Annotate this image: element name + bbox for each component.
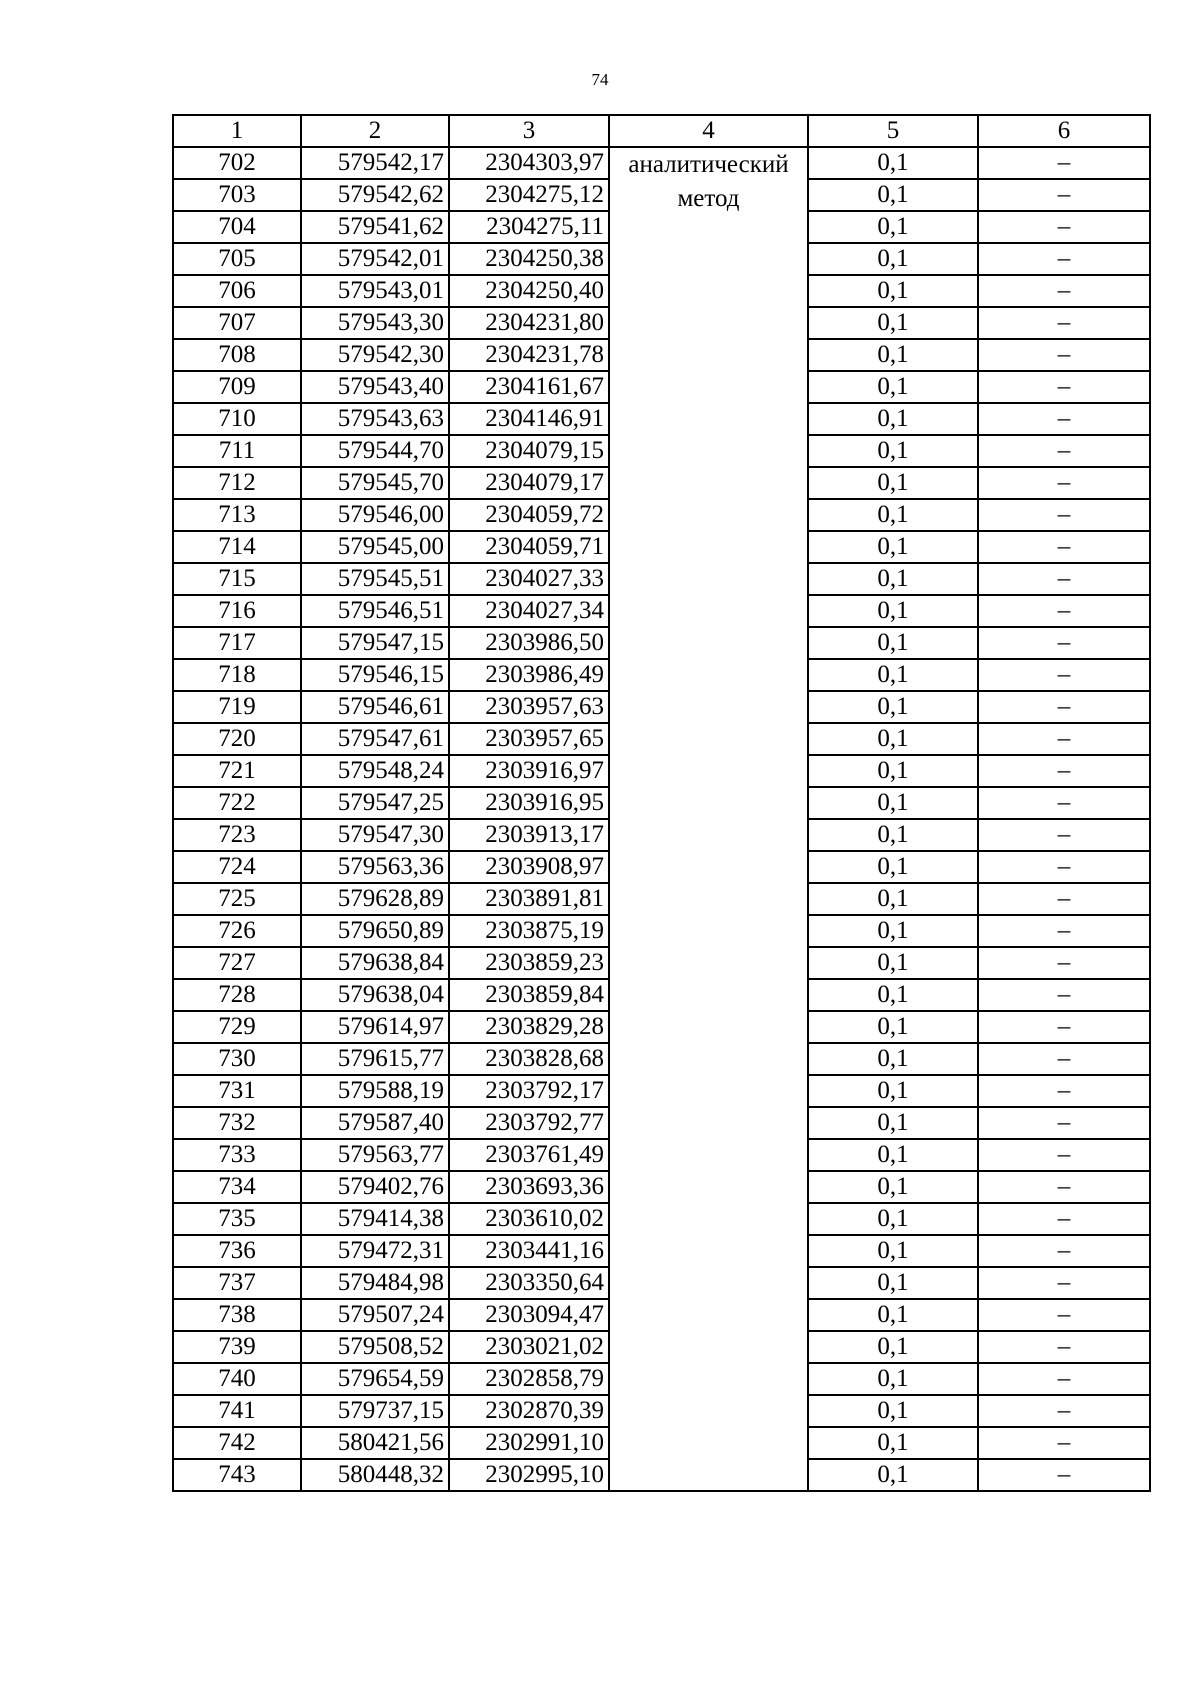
y-coordinate-cell: 2303875,19 bbox=[449, 915, 609, 947]
accuracy-cell: 0,1 bbox=[808, 1171, 978, 1203]
accuracy-cell: 0,1 bbox=[808, 659, 978, 691]
note-cell: – bbox=[978, 659, 1150, 691]
point-number-cell: 704 bbox=[173, 211, 301, 243]
y-coordinate-cell: 2302995,10 bbox=[449, 1459, 609, 1491]
accuracy-cell: 0,1 bbox=[808, 787, 978, 819]
x-coordinate-cell: 580448,32 bbox=[301, 1459, 449, 1491]
note-cell: – bbox=[978, 787, 1150, 819]
accuracy-cell: 0,1 bbox=[808, 499, 978, 531]
point-number-cell: 708 bbox=[173, 339, 301, 371]
note-cell: – bbox=[978, 755, 1150, 787]
note-cell: – bbox=[978, 499, 1150, 531]
y-coordinate-cell: 2303792,77 bbox=[449, 1107, 609, 1139]
x-coordinate-cell: 579588,19 bbox=[301, 1075, 449, 1107]
accuracy-cell: 0,1 bbox=[808, 275, 978, 307]
x-coordinate-cell: 579547,61 bbox=[301, 723, 449, 755]
y-coordinate-cell: 2304231,78 bbox=[449, 339, 609, 371]
accuracy-cell: 0,1 bbox=[808, 1427, 978, 1459]
accuracy-cell: 0,1 bbox=[808, 947, 978, 979]
y-coordinate-cell: 2303859,23 bbox=[449, 947, 609, 979]
y-coordinate-cell: 2303610,02 bbox=[449, 1203, 609, 1235]
x-coordinate-cell: 580421,56 bbox=[301, 1427, 449, 1459]
note-cell: – bbox=[978, 179, 1150, 211]
point-number-cell: 736 bbox=[173, 1235, 301, 1267]
accuracy-cell: 0,1 bbox=[808, 1395, 978, 1427]
y-coordinate-cell: 2303916,97 bbox=[449, 755, 609, 787]
note-cell: – bbox=[978, 595, 1150, 627]
page-number: 74 bbox=[591, 70, 609, 89]
y-coordinate-cell: 2303761,49 bbox=[449, 1139, 609, 1171]
y-coordinate-cell: 2304275,11 bbox=[449, 211, 609, 243]
y-coordinate-cell: 2302991,10 bbox=[449, 1427, 609, 1459]
accuracy-cell: 0,1 bbox=[808, 1203, 978, 1235]
x-coordinate-cell: 579472,31 bbox=[301, 1235, 449, 1267]
point-number-cell: 721 bbox=[173, 755, 301, 787]
y-coordinate-cell: 2303957,63 bbox=[449, 691, 609, 723]
point-number-cell: 714 bbox=[173, 531, 301, 563]
note-cell: – bbox=[978, 1171, 1150, 1203]
header-cell-3: 3 bbox=[449, 115, 609, 147]
x-coordinate-cell: 579402,76 bbox=[301, 1171, 449, 1203]
point-number-cell: 739 bbox=[173, 1331, 301, 1363]
note-cell: – bbox=[978, 851, 1150, 883]
x-coordinate-cell: 579563,77 bbox=[301, 1139, 449, 1171]
header-cell-5: 5 bbox=[808, 115, 978, 147]
y-coordinate-cell: 2303829,28 bbox=[449, 1011, 609, 1043]
note-cell: – bbox=[978, 915, 1150, 947]
note-cell: – bbox=[978, 339, 1150, 371]
x-coordinate-cell: 579543,40 bbox=[301, 371, 449, 403]
point-number-cell: 703 bbox=[173, 179, 301, 211]
point-number-cell: 709 bbox=[173, 371, 301, 403]
x-coordinate-cell: 579546,15 bbox=[301, 659, 449, 691]
point-number-cell: 740 bbox=[173, 1363, 301, 1395]
note-cell: – bbox=[978, 883, 1150, 915]
note-cell: – bbox=[978, 243, 1150, 275]
note-cell: – bbox=[978, 147, 1150, 179]
accuracy-cell: 0,1 bbox=[808, 1299, 978, 1331]
x-coordinate-cell: 579547,25 bbox=[301, 787, 449, 819]
header-cell-4: 4 bbox=[609, 115, 808, 147]
point-number-cell: 731 bbox=[173, 1075, 301, 1107]
x-coordinate-cell: 579484,98 bbox=[301, 1267, 449, 1299]
point-number-cell: 720 bbox=[173, 723, 301, 755]
x-coordinate-cell: 579542,30 bbox=[301, 339, 449, 371]
x-coordinate-cell: 579650,89 bbox=[301, 915, 449, 947]
y-coordinate-cell: 2304079,15 bbox=[449, 435, 609, 467]
note-cell: – bbox=[978, 947, 1150, 979]
accuracy-cell: 0,1 bbox=[808, 243, 978, 275]
accuracy-cell: 0,1 bbox=[808, 371, 978, 403]
method-cell bbox=[609, 147, 808, 1491]
y-coordinate-cell: 2303350,64 bbox=[449, 1267, 609, 1299]
note-cell: – bbox=[978, 1395, 1150, 1427]
point-number-cell: 724 bbox=[173, 851, 301, 883]
point-number-cell: 726 bbox=[173, 915, 301, 947]
y-coordinate-cell: 2304250,40 bbox=[449, 275, 609, 307]
accuracy-cell: 0,1 bbox=[808, 851, 978, 883]
note-cell: – bbox=[978, 435, 1150, 467]
x-coordinate-cell: 579545,00 bbox=[301, 531, 449, 563]
point-number-cell: 712 bbox=[173, 467, 301, 499]
note-cell: – bbox=[978, 1203, 1150, 1235]
note-cell: – bbox=[978, 723, 1150, 755]
y-coordinate-cell: 2304275,12 bbox=[449, 179, 609, 211]
y-coordinate-cell: 2304250,38 bbox=[449, 243, 609, 275]
point-number-cell: 738 bbox=[173, 1299, 301, 1331]
point-number-cell: 730 bbox=[173, 1043, 301, 1075]
x-coordinate-cell: 579543,01 bbox=[301, 275, 449, 307]
note-cell: – bbox=[978, 1299, 1150, 1331]
x-coordinate-cell: 579546,61 bbox=[301, 691, 449, 723]
point-number-cell: 743 bbox=[173, 1459, 301, 1491]
point-number-cell: 715 bbox=[173, 563, 301, 595]
y-coordinate-cell: 2304303,97 bbox=[449, 147, 609, 179]
accuracy-cell: 0,1 bbox=[808, 819, 978, 851]
note-cell: – bbox=[978, 307, 1150, 339]
point-number-cell: 718 bbox=[173, 659, 301, 691]
y-coordinate-cell: 2303828,68 bbox=[449, 1043, 609, 1075]
accuracy-cell: 0,1 bbox=[808, 723, 978, 755]
point-number-cell: 711 bbox=[173, 435, 301, 467]
point-number-cell: 716 bbox=[173, 595, 301, 627]
point-number-cell: 742 bbox=[173, 1427, 301, 1459]
point-number-cell: 735 bbox=[173, 1203, 301, 1235]
accuracy-cell: 0,1 bbox=[808, 755, 978, 787]
point-number-cell: 727 bbox=[173, 947, 301, 979]
accuracy-cell: 0,1 bbox=[808, 1267, 978, 1299]
accuracy-cell: 0,1 bbox=[808, 467, 978, 499]
point-number-cell: 723 bbox=[173, 819, 301, 851]
point-number-cell: 705 bbox=[173, 243, 301, 275]
note-cell: – bbox=[978, 1107, 1150, 1139]
y-coordinate-cell: 2302870,39 bbox=[449, 1395, 609, 1427]
accuracy-cell: 0,1 bbox=[808, 1075, 978, 1107]
accuracy-cell: 0,1 bbox=[808, 211, 978, 243]
note-cell: – bbox=[978, 1075, 1150, 1107]
y-coordinate-cell: 2304146,91 bbox=[449, 403, 609, 435]
x-coordinate-cell: 579563,36 bbox=[301, 851, 449, 883]
accuracy-cell: 0,1 bbox=[808, 403, 978, 435]
accuracy-cell: 0,1 bbox=[808, 1043, 978, 1075]
y-coordinate-cell: 2304027,34 bbox=[449, 595, 609, 627]
x-coordinate-cell: 579414,38 bbox=[301, 1203, 449, 1235]
y-coordinate-cell: 2302858,79 bbox=[449, 1363, 609, 1395]
x-coordinate-cell: 579546,00 bbox=[301, 499, 449, 531]
x-coordinate-cell: 579638,84 bbox=[301, 947, 449, 979]
x-coordinate-cell: 579542,17 bbox=[301, 147, 449, 179]
accuracy-cell: 0,1 bbox=[808, 339, 978, 371]
x-coordinate-cell: 579545,70 bbox=[301, 467, 449, 499]
method-text: метод bbox=[677, 185, 740, 212]
accuracy-cell: 0,1 bbox=[808, 1331, 978, 1363]
point-number-cell: 717 bbox=[173, 627, 301, 659]
y-coordinate-cell: 2304231,80 bbox=[449, 307, 609, 339]
note-cell: – bbox=[978, 211, 1150, 243]
note-cell: – bbox=[978, 467, 1150, 499]
note-cell: – bbox=[978, 819, 1150, 851]
table-body bbox=[173, 115, 1150, 1491]
y-coordinate-cell: 2303908,97 bbox=[449, 851, 609, 883]
x-coordinate-cell: 579614,97 bbox=[301, 1011, 449, 1043]
method-text: аналитический bbox=[628, 151, 789, 178]
note-cell: – bbox=[978, 371, 1150, 403]
x-coordinate-cell: 579544,70 bbox=[301, 435, 449, 467]
accuracy-cell: 0,1 bbox=[808, 179, 978, 211]
y-coordinate-cell: 2303913,17 bbox=[449, 819, 609, 851]
y-coordinate-cell: 2303957,65 bbox=[449, 723, 609, 755]
y-coordinate-cell: 2303792,17 bbox=[449, 1075, 609, 1107]
header-cell-6: 6 bbox=[978, 115, 1150, 147]
note-cell: – bbox=[978, 627, 1150, 659]
note-cell: – bbox=[978, 691, 1150, 723]
y-coordinate-cell: 2303891,81 bbox=[449, 883, 609, 915]
note-cell: – bbox=[978, 275, 1150, 307]
accuracy-cell: 0,1 bbox=[808, 1107, 978, 1139]
accuracy-cell: 0,1 bbox=[808, 627, 978, 659]
x-coordinate-cell: 579542,62 bbox=[301, 179, 449, 211]
note-cell: – bbox=[978, 531, 1150, 563]
x-coordinate-cell: 579541,62 bbox=[301, 211, 449, 243]
accuracy-cell: 0,1 bbox=[808, 1235, 978, 1267]
y-coordinate-cell: 2303441,16 bbox=[449, 1235, 609, 1267]
point-number-cell: 729 bbox=[173, 1011, 301, 1043]
x-coordinate-cell: 579548,24 bbox=[301, 755, 449, 787]
y-coordinate-cell: 2303859,84 bbox=[449, 979, 609, 1011]
accuracy-cell: 0,1 bbox=[808, 435, 978, 467]
note-cell: – bbox=[978, 1235, 1150, 1267]
x-coordinate-cell: 579638,04 bbox=[301, 979, 449, 1011]
point-number-cell: 702 bbox=[173, 147, 301, 179]
y-coordinate-cell: 2303916,95 bbox=[449, 787, 609, 819]
point-number-cell: 706 bbox=[173, 275, 301, 307]
x-coordinate-cell: 579543,30 bbox=[301, 307, 449, 339]
header-row bbox=[173, 115, 1150, 147]
point-number-cell: 713 bbox=[173, 499, 301, 531]
x-coordinate-cell: 579508,52 bbox=[301, 1331, 449, 1363]
coordinates-table bbox=[172, 114, 1151, 1492]
point-number-cell: 733 bbox=[173, 1139, 301, 1171]
y-coordinate-cell: 2304079,17 bbox=[449, 467, 609, 499]
point-number-cell: 734 bbox=[173, 1171, 301, 1203]
accuracy-cell: 0,1 bbox=[808, 883, 978, 915]
x-coordinate-cell: 579547,15 bbox=[301, 627, 449, 659]
y-coordinate-cell: 2304027,33 bbox=[449, 563, 609, 595]
y-coordinate-cell: 2303021,02 bbox=[449, 1331, 609, 1363]
note-cell: – bbox=[978, 1011, 1150, 1043]
accuracy-cell: 0,1 bbox=[808, 531, 978, 563]
y-coordinate-cell: 2303693,36 bbox=[449, 1171, 609, 1203]
accuracy-cell: 0,1 bbox=[808, 595, 978, 627]
note-cell: – bbox=[978, 563, 1150, 595]
note-cell: – bbox=[978, 403, 1150, 435]
point-number-cell: 722 bbox=[173, 787, 301, 819]
y-coordinate-cell: 2304059,71 bbox=[449, 531, 609, 563]
note-cell: – bbox=[978, 1139, 1150, 1171]
accuracy-cell: 0,1 bbox=[808, 563, 978, 595]
x-coordinate-cell: 579615,77 bbox=[301, 1043, 449, 1075]
x-coordinate-cell: 579654,59 bbox=[301, 1363, 449, 1395]
x-coordinate-cell: 579545,51 bbox=[301, 563, 449, 595]
y-coordinate-cell: 2303094,47 bbox=[449, 1299, 609, 1331]
point-number-cell: 719 bbox=[173, 691, 301, 723]
point-number-cell: 741 bbox=[173, 1395, 301, 1427]
note-cell: – bbox=[978, 979, 1150, 1011]
header-cell-2: 2 bbox=[301, 115, 449, 147]
x-coordinate-cell: 579546,51 bbox=[301, 595, 449, 627]
x-coordinate-cell: 579628,89 bbox=[301, 883, 449, 915]
note-cell: – bbox=[978, 1363, 1150, 1395]
y-coordinate-cell: 2304059,72 bbox=[449, 499, 609, 531]
x-coordinate-cell: 579587,40 bbox=[301, 1107, 449, 1139]
point-number-cell: 725 bbox=[173, 883, 301, 915]
accuracy-cell: 0,1 bbox=[808, 1459, 978, 1491]
y-coordinate-cell: 2303986,49 bbox=[449, 659, 609, 691]
x-coordinate-cell: 579543,63 bbox=[301, 403, 449, 435]
note-cell: – bbox=[978, 1331, 1150, 1363]
note-cell: – bbox=[978, 1427, 1150, 1459]
table-row bbox=[173, 147, 1150, 179]
accuracy-cell: 0,1 bbox=[808, 307, 978, 339]
point-number-cell: 737 bbox=[173, 1267, 301, 1299]
x-coordinate-cell: 579737,15 bbox=[301, 1395, 449, 1427]
accuracy-cell: 0,1 bbox=[808, 915, 978, 947]
accuracy-cell: 0,1 bbox=[808, 147, 978, 179]
note-cell: – bbox=[978, 1267, 1150, 1299]
point-number-cell: 707 bbox=[173, 307, 301, 339]
y-coordinate-cell: 2304161,67 bbox=[449, 371, 609, 403]
accuracy-cell: 0,1 bbox=[808, 979, 978, 1011]
note-cell: – bbox=[978, 1459, 1150, 1491]
accuracy-cell: 0,1 bbox=[808, 1363, 978, 1395]
point-number-cell: 732 bbox=[173, 1107, 301, 1139]
x-coordinate-cell: 579507,24 bbox=[301, 1299, 449, 1331]
accuracy-cell: 0,1 bbox=[808, 1139, 978, 1171]
x-coordinate-cell: 579547,30 bbox=[301, 819, 449, 851]
note-cell: – bbox=[978, 1043, 1150, 1075]
accuracy-cell: 0,1 bbox=[808, 1011, 978, 1043]
point-number-cell: 728 bbox=[173, 979, 301, 1011]
point-number-cell: 710 bbox=[173, 403, 301, 435]
accuracy-cell: 0,1 bbox=[808, 691, 978, 723]
x-coordinate-cell: 579542,01 bbox=[301, 243, 449, 275]
header-cell-1: 1 bbox=[173, 115, 301, 147]
y-coordinate-cell: 2303986,50 bbox=[449, 627, 609, 659]
